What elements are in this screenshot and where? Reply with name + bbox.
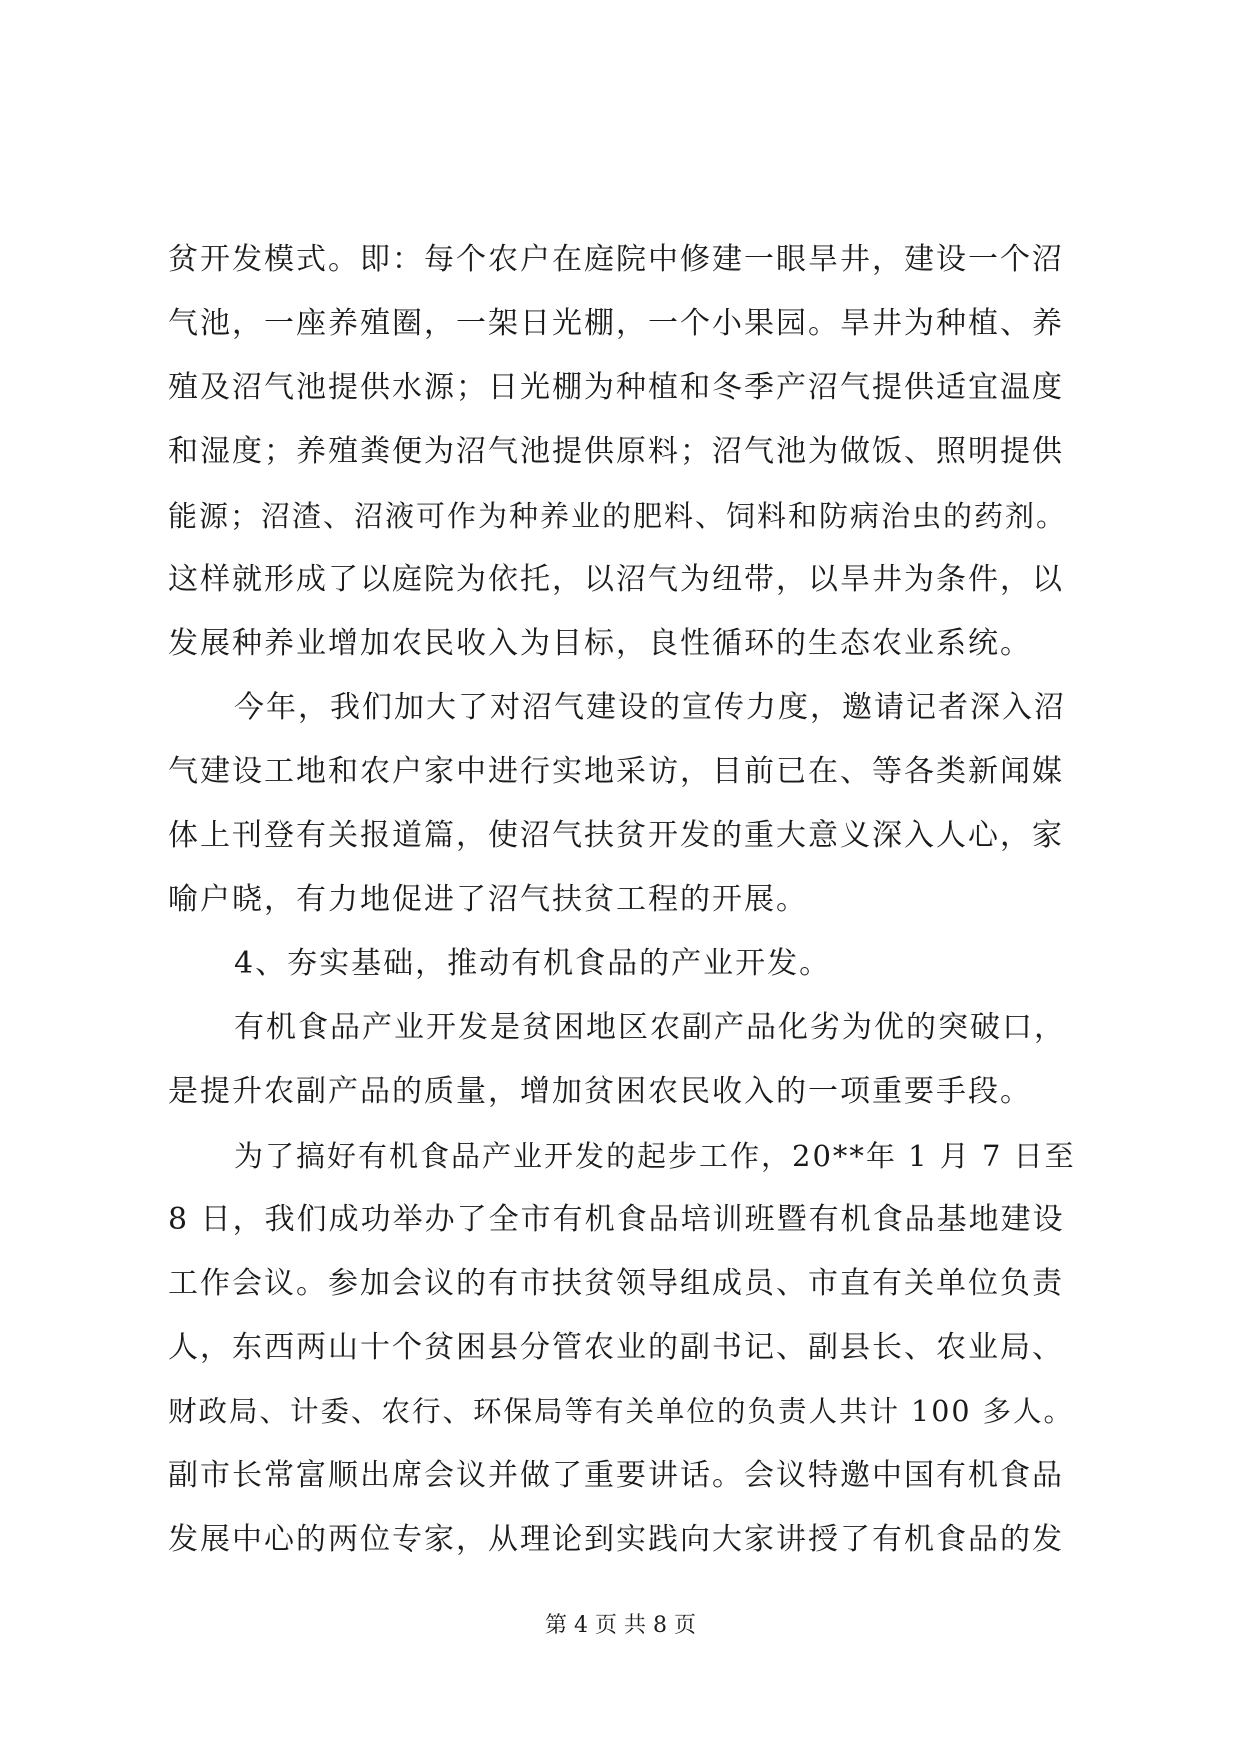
text-line: 今年，我们加大了对沼气建设的宣传力度，邀请记者深入沼 — [234, 690, 1066, 725]
text-line: 人，东西两山十个贫困县分管农业的副书记、副县长、农业局、 — [168, 1330, 1064, 1365]
section-heading — [168, 932, 1080, 996]
paragraph — [168, 228, 1080, 676]
text-line: 8 日，我们成功举办了全市有机食品培训班暨有机食品基地建设 — [168, 1202, 1065, 1237]
page-number-footer: 第 4 页 共 8 页 — [545, 1613, 696, 1638]
text-line: 和湿度；养殖粪便为沼气池提供原料；沼气池为做饭、照明提供 — [168, 434, 1064, 469]
text-line: 工作会议。参加会议的有市扶贫领导组成员、市直有关单位负责 — [168, 1266, 1064, 1301]
text-line: 贫开发模式。即：每个农户在庭院中修建一眼旱井，建设一个沼 — [168, 242, 1064, 277]
paragraph — [168, 996, 1080, 1124]
paragraph — [168, 1124, 1080, 1572]
text-line: 为了搞好有机食品产业开发的起步工作，20**年 1 月 7 日至 — [234, 1139, 1076, 1173]
text-line: 气池，一座养殖圈，一架日光棚，一个小果园。旱井为种植、养 — [168, 306, 1064, 341]
text-line: 副市长常富顺出席会议并做了重要讲话。会议特邀中国有机食品 — [168, 1458, 1064, 1493]
text-line: 有机食品产业开发是贫困地区农副产品化劣为优的突破口， — [234, 1010, 1066, 1045]
text-line: 是提升农副产品的质量，增加贫困农民收入的一项重要手段。 — [168, 1074, 1032, 1109]
text-line: 财政局、计委、农行、环保局等有关单位的负责人共计 100 多人。 — [168, 1395, 1075, 1428]
text-line: 殖及沼气池提供水源；日光棚为种植和冬季产沼气提供适宜温度 — [168, 370, 1064, 405]
text-line: 发展种养业增加农民收入为目标，良性循环的生态农业系统。 — [168, 626, 1032, 661]
text-line: 4、夯实基础，推动有机食品的产业开发。 — [234, 946, 832, 981]
text-line: 发展中心的两位专家，从理论到实践向大家讲授了有机食品的发 — [168, 1522, 1064, 1557]
text-line: 能源；沼渣、沼液可作为种养业的肥料、饲料和防病治虫的药剂。 — [168, 499, 1068, 533]
paragraph — [168, 676, 1080, 932]
text-line: 这样就形成了以庭院为依托，以沼气为纽带，以旱井为条件，以 — [168, 562, 1064, 597]
document-body — [168, 228, 1080, 1572]
text-line: 气建设工地和农户家中进行实地采访，目前已在、等各类新闻媒 — [168, 754, 1064, 789]
text-line: 喻户晓，有力地促进了沼气扶贫工程的开展。 — [168, 882, 808, 917]
text-line: 体上刊登有关报道篇，使沼气扶贫开发的重大意义深入人心，家 — [168, 818, 1064, 853]
